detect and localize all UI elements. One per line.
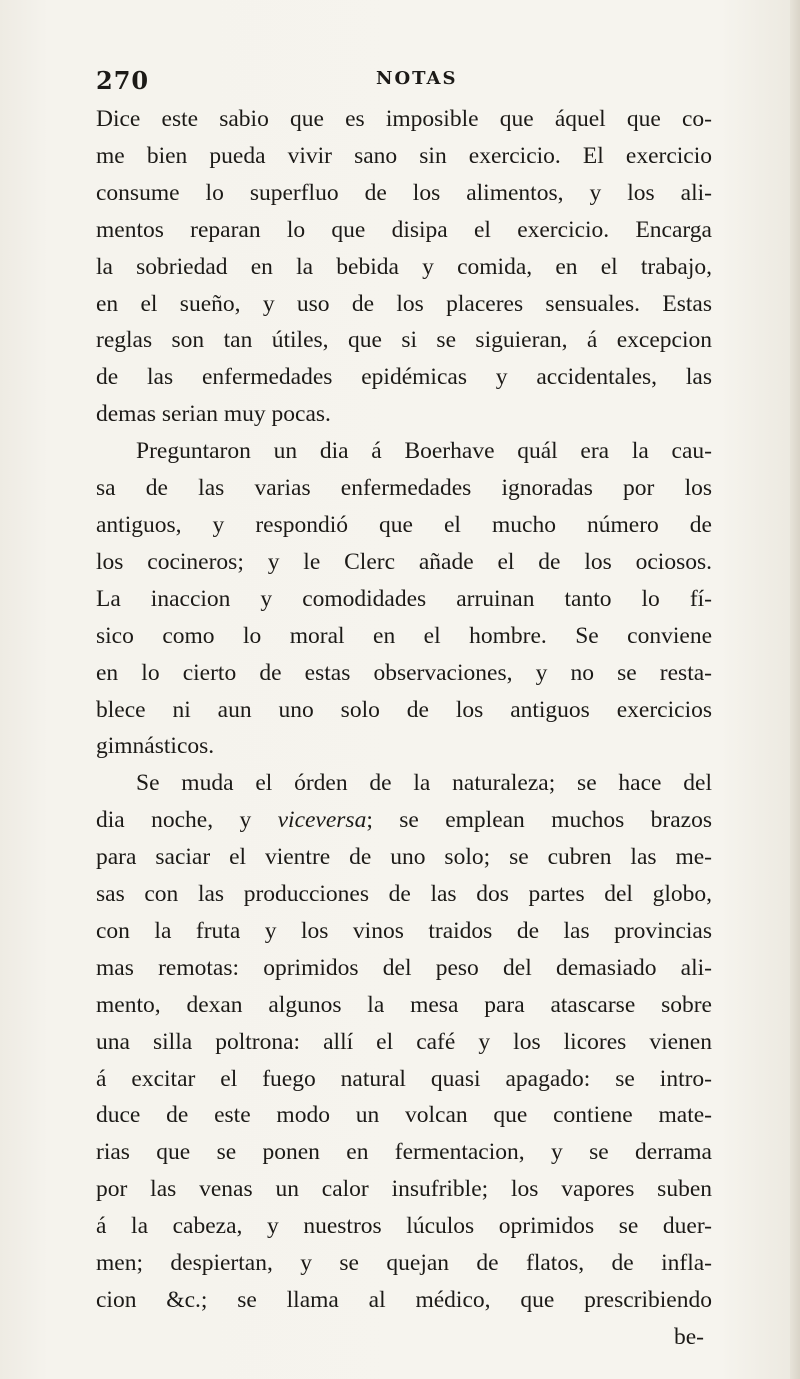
page-edge [790,0,800,1379]
text-line: los cocineros; y le Clerc añade el de los ociosos. [96,548,712,575]
text-line-with-italic [96,802,712,839]
italic-term: viceversa [277,807,367,834]
body-text [96,101,712,1356]
paragraph-2 [96,433,712,765]
text-line: con la fruta y los vinos traidos de las provincias [96,917,712,944]
text-line: Preguntaron un dia á Boerhave quál era la cau- [136,438,712,465]
text-line: Se muda el órden de la naturaleza; se hace del [136,770,712,797]
text-line: reglas son tan útiles, que si se siguieran, á excepcion [96,327,712,354]
text-line: en lo cierto de estas observaciones, y no se resta- [96,659,712,686]
text-line: La inaccion y comodidades arruinan tanto lo fí- [96,585,712,612]
text-line: de las enfermedades epidémicas y accidentales, las [96,364,712,391]
text-line: antiguos, y respondió que el mucho número de [96,511,712,538]
text-line: por las venas un calor insufrible; los vapores suben [96,1176,712,1203]
text-line: para saciar el vientre de uno solo; se cubren las me- [96,844,712,871]
text-fragment: dia noche, y [96,807,252,834]
text-line: me bien pueda vivir sano sin exercicio. El exercicio [96,142,712,169]
text-line: demas serian muy pocas. [96,401,331,428]
text-line: rias que se ponen en fermentacion, y se derrama [96,1139,712,1166]
text-line: una silla poltrona: allí el café y los licores vienen [96,1028,712,1055]
text-line: blece ni aun uno solo de los antiguos exercicios [96,696,712,723]
text-line: la sobriedad en la bebida y comida, en el trabajo, [96,253,712,280]
catchword: be- [673,1323,704,1350]
page-number: 270 [96,66,150,95]
text-line: en el sueño, y uso de los placeres sensuales. Estas [96,290,712,317]
text-line: Dice este sabio que es imposible que áquel que co- [96,106,712,132]
text-line: sico como lo moral en el hombre. Se conviene [96,622,712,649]
text-line: sa de las varias enfermedades ignoradas por los [96,475,712,502]
text-line: mas remotas: oprimidos del peso del demasiado ali- [96,954,712,981]
text-line: consume lo superfluo de los alimentos, y los ali- [96,179,712,206]
page-header [96,66,696,96]
text-line: cion &c.; se llama al médico, que prescribiendo [96,1287,712,1313]
text-fragment: ; se emplean muchos brazos [366,807,713,834]
running-head: NOTAS [376,68,458,89]
text-line: duce de este modo un volcan que contiene mate- [96,1102,712,1129]
text-line: á excitar el fuego natural quasi apagado: se intro- [96,1065,712,1092]
paragraph-1 [96,101,712,433]
text-line: mentos reparan lo que disipa el exercicio. Encarga [96,216,712,243]
text-line: á la cabeza, y nuestros lúculos oprimidos se duer- [96,1213,712,1240]
paragraph-3 [96,765,712,1319]
text-line: sas con las producciones de las dos partes del globo, [96,881,712,908]
text-line: mento, dexan algunos la mesa para atascarse sobre [96,991,712,1018]
text-line: men; despiertan, y se quejan de flatos, de infla- [96,1250,712,1277]
text-line: gimnásticos. [96,733,215,760]
